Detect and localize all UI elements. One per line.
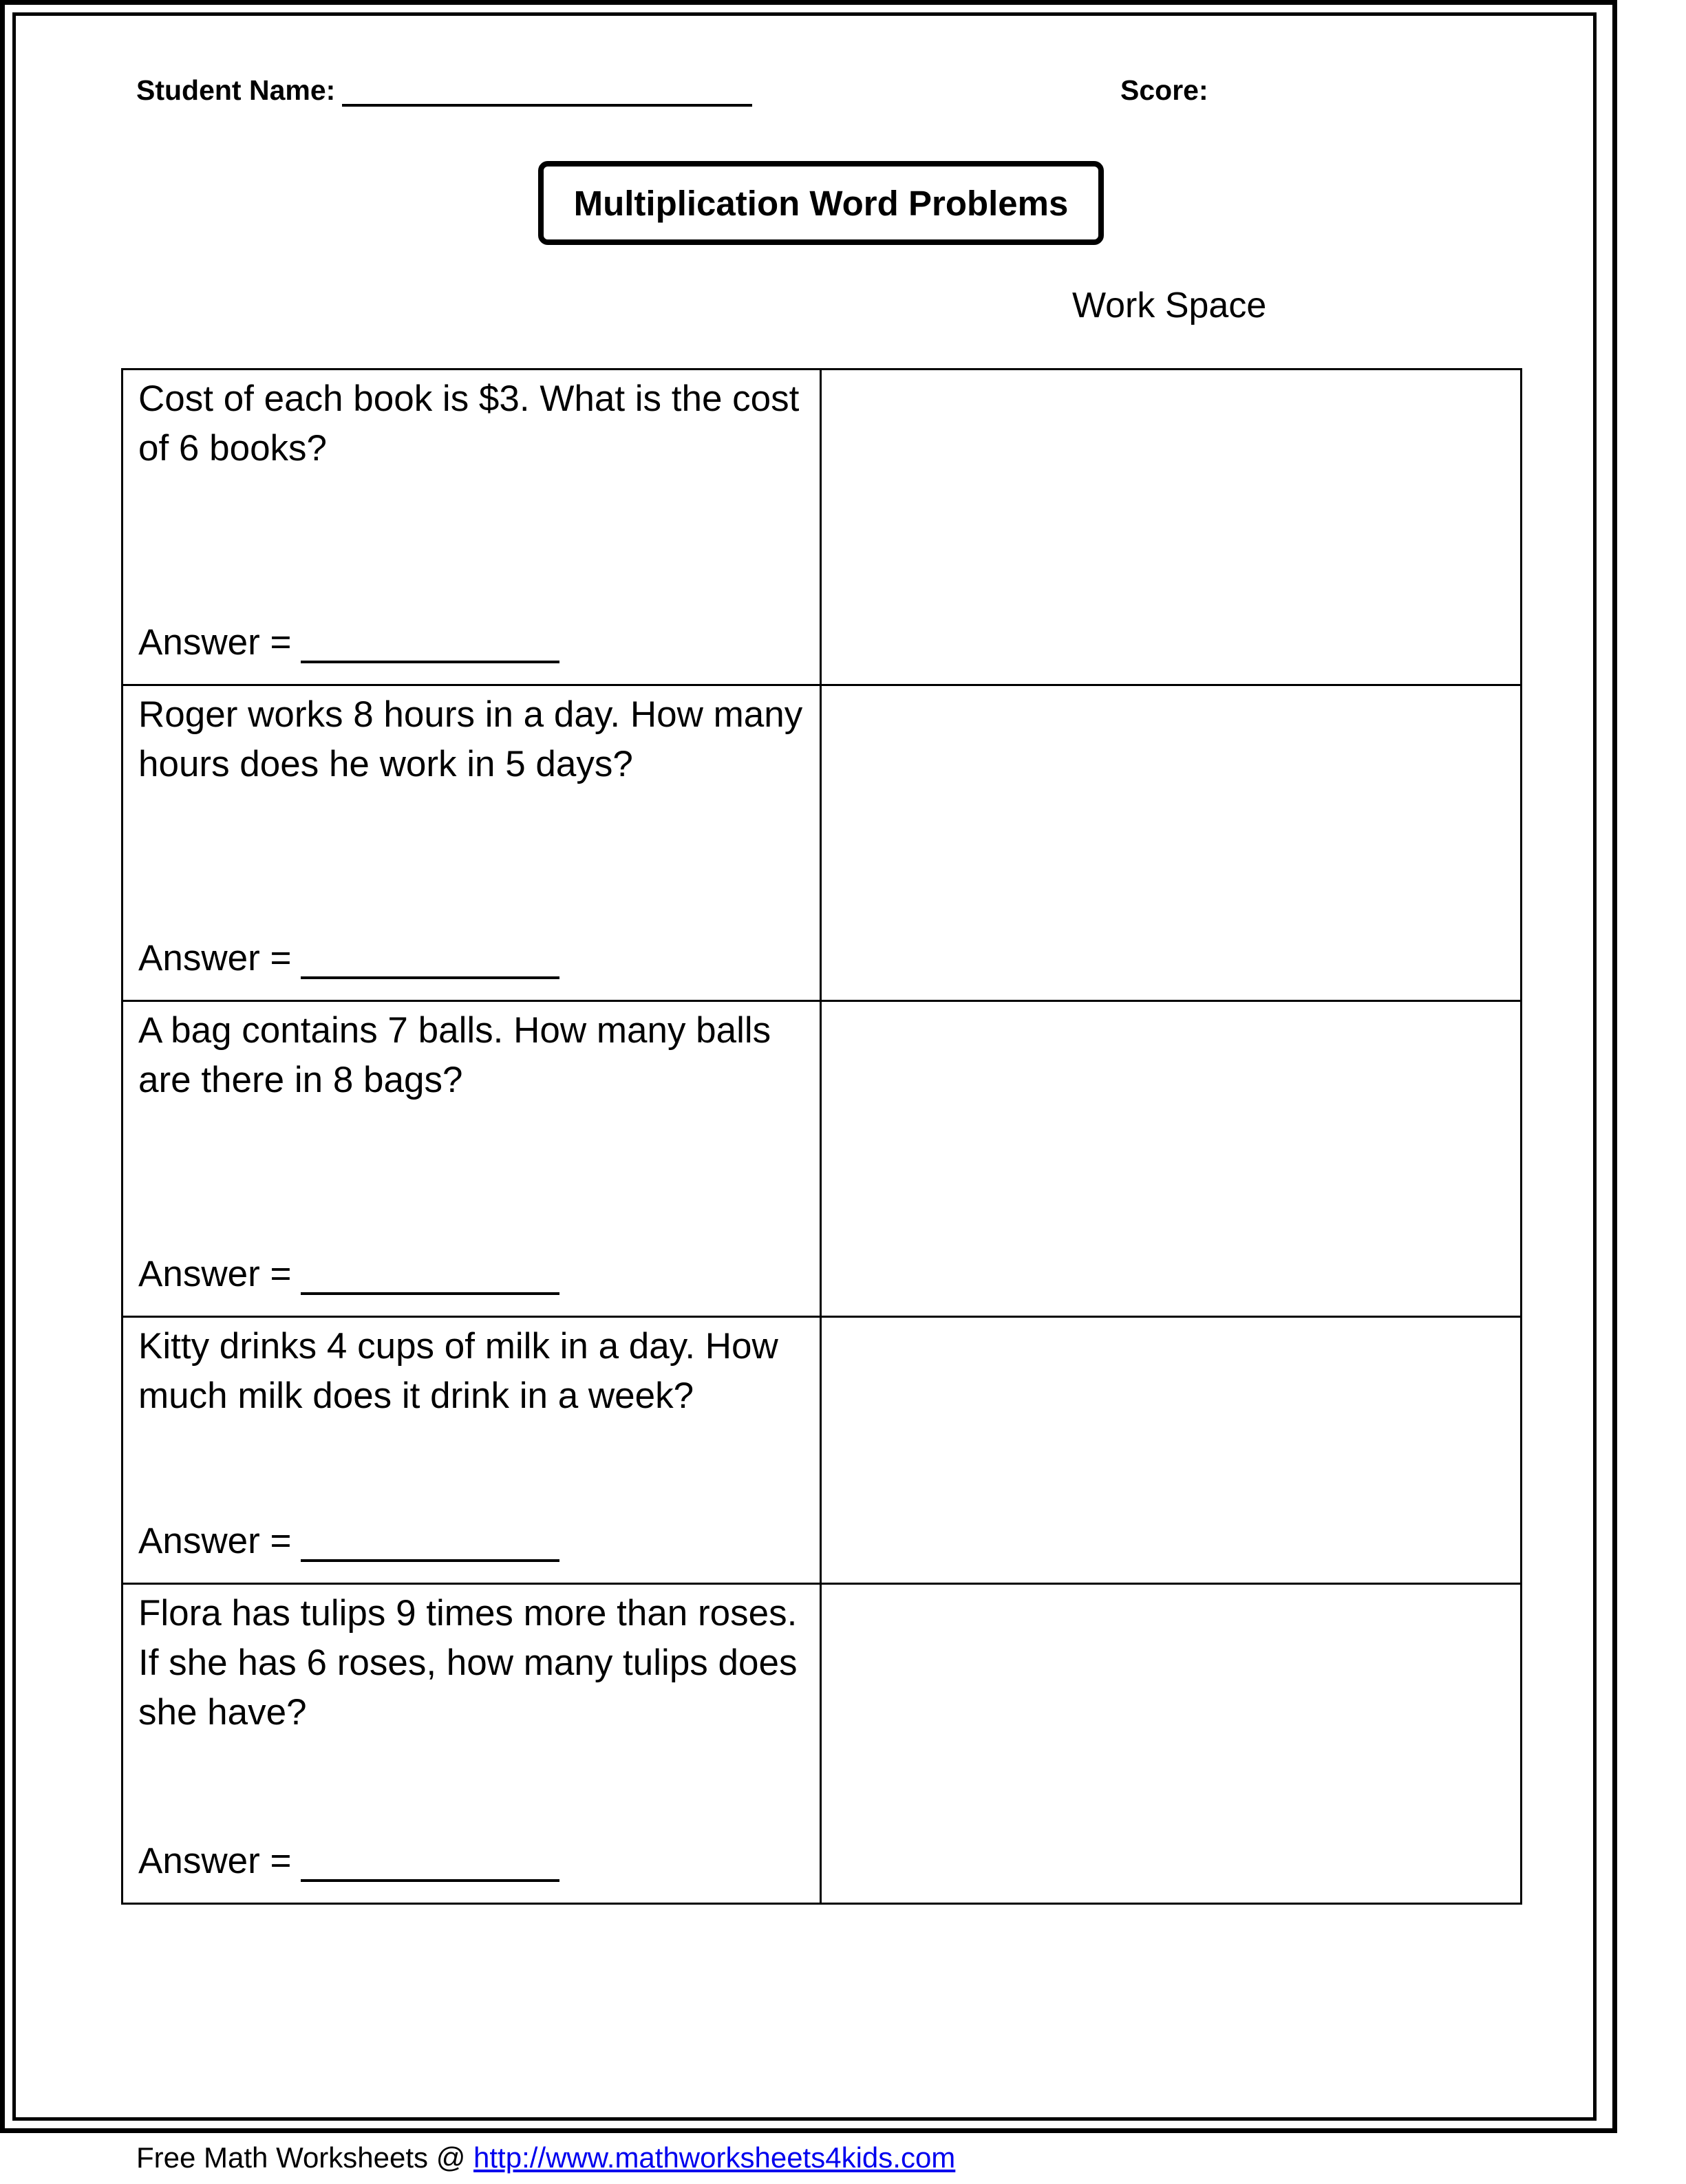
- answer-blank[interactable]: [301, 1523, 559, 1562]
- problem-cell: [122, 685, 821, 1001]
- answer-blank[interactable]: [301, 625, 559, 663]
- work-space-cell[interactable]: [821, 1584, 1522, 1904]
- problem-cell: [122, 370, 821, 685]
- answer-blank[interactable]: [301, 941, 559, 979]
- work-space-cell[interactable]: [821, 1001, 1522, 1317]
- answer-label: Answer =: [138, 622, 292, 663]
- answer-field: [138, 1841, 559, 1882]
- answer-field: [138, 938, 559, 979]
- problem-row: [122, 685, 1522, 1001]
- problem-row: [122, 1584, 1522, 1904]
- problem-text: Flora has tulips 9 times more than roses. If she has 6 roses, how many tulips does she have?: [138, 1593, 798, 1733]
- problem-row: [122, 1001, 1522, 1317]
- student-name-field: [136, 74, 752, 107]
- problem-cell: [122, 1317, 821, 1584]
- problem-cell: [122, 1001, 821, 1317]
- answer-label: Answer =: [138, 1521, 292, 1561]
- answer-field: [138, 1521, 559, 1562]
- answer-field: [138, 622, 559, 663]
- answer-blank[interactable]: [301, 1256, 559, 1295]
- footer-text: Free Math Worksheets @: [136, 2141, 466, 2174]
- problem-row: [122, 1317, 1522, 1584]
- answer-label: Answer =: [138, 1254, 292, 1294]
- work-space-cell[interactable]: [821, 1317, 1522, 1584]
- worksheet-title-text: Multiplication Word Problems: [573, 183, 1069, 223]
- answer-field: [138, 1254, 559, 1295]
- problem-text: Cost of each book is $3. What is the cost of 6 books?: [138, 378, 800, 469]
- work-space-label: Work Space: [1072, 286, 1267, 325]
- answer-label: Answer =: [138, 1841, 292, 1881]
- answer-blank[interactable]: [301, 1843, 559, 1882]
- problem-row: [122, 370, 1522, 685]
- student-name-label: Student Name:: [136, 74, 336, 106]
- student-name-blank[interactable]: [342, 76, 752, 107]
- footer: [136, 2141, 955, 2174]
- work-space-cell[interactable]: [821, 370, 1522, 685]
- problems-table: [121, 368, 1522, 1905]
- problem-cell: [122, 1584, 821, 1904]
- problem-text: A bag contains 7 balls. How many balls are there in 8 bags?: [138, 1010, 771, 1100]
- work-space-cell[interactable]: [821, 685, 1522, 1001]
- footer-link[interactable]: http://www.mathworksheets4kids.com: [473, 2141, 956, 2174]
- worksheet-title: [538, 161, 1104, 245]
- problem-text: Roger works 8 hours in a day. How many hours does he work in 5 days?: [138, 694, 803, 784]
- score-label: Score:: [1120, 74, 1208, 106]
- answer-label: Answer =: [138, 938, 292, 978]
- problem-text: Kitty drinks 4 cups of milk in a day. How much milk does it drink in a week?: [138, 1326, 778, 1416]
